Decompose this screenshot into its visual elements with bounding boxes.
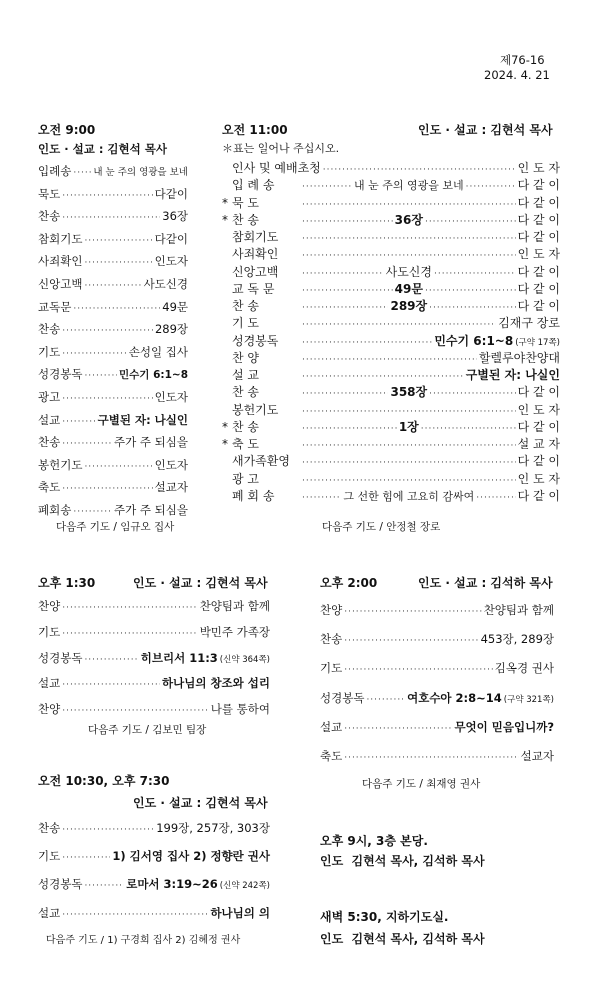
s11-row-value: 다 같 이	[517, 488, 560, 503]
s11-row-value: 김재구 장로	[498, 316, 560, 331]
leader-dots	[84, 281, 141, 291]
s9-row-value: 내 눈 주의 영광을 보네	[93, 167, 188, 178]
service-dawn-title: 새벽 5:30, 지하기도실.	[320, 910, 449, 924]
s11-row	[222, 401, 560, 418]
leader-dots	[344, 636, 478, 646]
s11-row	[222, 366, 560, 383]
s11-row	[222, 159, 560, 176]
s11-row-item: 36장	[394, 212, 423, 227]
s9-row-label: 묵도	[38, 186, 61, 201]
s9-row-label: 축도	[38, 480, 61, 495]
s9-row-label: 봉헌기도	[38, 457, 83, 472]
s9-row	[38, 276, 188, 292]
standing-notice: ＊표는 일어나 주십시오.	[222, 142, 340, 155]
s200-row-value: 찬양팀과 함께	[483, 603, 554, 617]
s11-row-label: 신앙고백	[232, 264, 279, 279]
s11-row	[222, 263, 560, 280]
s130-row-ref: (신약 364쪽)	[219, 654, 270, 665]
service-2pm-time: 오후 2:00	[320, 576, 378, 590]
leader-dots	[62, 484, 152, 494]
leader-dots	[62, 417, 95, 427]
s11-row	[222, 349, 560, 366]
s1030-row-label: 찬송	[38, 821, 61, 835]
leader-dots	[302, 200, 516, 210]
leader-dots	[302, 182, 352, 192]
leader-dots	[62, 825, 154, 835]
s11-row-value: 다 같 이	[517, 385, 560, 400]
s200-row-label: 축도	[320, 749, 343, 763]
s1030-row	[38, 876, 270, 892]
s130-row-label: 설교	[38, 676, 61, 691]
leader-dots	[62, 439, 112, 449]
s200-row	[320, 748, 554, 764]
s9-row-value: 49문	[162, 299, 188, 314]
s11-row-label: 새가족환영	[232, 454, 290, 469]
s9-row	[38, 479, 188, 495]
leader-dots	[84, 258, 152, 268]
s130-row-label: 기도	[38, 624, 61, 639]
s9-row-label: 설교	[38, 412, 61, 427]
leader-dots	[62, 213, 160, 223]
leader-dots	[429, 389, 515, 399]
service-2pm-next-prayer: 다음주 기도 / 최재영 권사	[362, 778, 481, 790]
s11-row-value: 인 도 자	[517, 247, 560, 262]
leader-dots	[429, 303, 515, 313]
s200-row-label: 설교	[320, 719, 343, 734]
leader-dots	[62, 191, 152, 201]
s9-row-label: 참회기도	[38, 231, 83, 246]
s11-row	[222, 332, 560, 349]
leader-dots	[302, 269, 384, 279]
leader-dots	[62, 853, 110, 863]
s9-row	[38, 208, 188, 224]
s200-row-value: 김옥경 권사	[494, 661, 554, 676]
s11-row-label: 찬 송	[232, 385, 259, 400]
s200-row-value: 무엇이 믿음입니까?	[454, 719, 554, 734]
s11-row-label: 교 독 문	[232, 281, 275, 296]
s9-row-value: 인도자	[154, 390, 188, 404]
s9-row	[38, 389, 188, 405]
s11-row-label: 축 도	[232, 437, 259, 451]
s1030-row-value: 로마서 3:19~26	[126, 877, 218, 892]
leader-dots	[302, 458, 516, 468]
service-9pm-title: 오후 9시, 3층 본당.	[320, 834, 428, 848]
s11-row	[222, 280, 560, 297]
s9-row	[38, 412, 188, 428]
s11-row-value: 인 도 자	[517, 402, 560, 417]
s11-row-star: *	[222, 419, 228, 434]
s11-row-item: 49문	[394, 281, 423, 296]
leader-dots	[84, 655, 138, 665]
s1030-row	[38, 820, 270, 836]
s9-row-label: 기도	[38, 344, 61, 359]
s9-row	[38, 163, 188, 179]
leader-dots	[302, 389, 388, 399]
s9-row-label: 입례송	[38, 164, 72, 178]
leader-dots	[366, 695, 405, 705]
service-dawn-leader	[320, 930, 485, 947]
s9-row-value: 인도자	[154, 254, 188, 269]
s200-row-ref: (구약 321쪽)	[503, 694, 554, 705]
leader-dots	[62, 326, 153, 336]
s11-row-ref: (구약 17쪽)	[515, 337, 560, 348]
s11-row-value: 구별된 자: 나실인	[465, 368, 560, 382]
leader-dots	[344, 724, 452, 734]
leader-dots	[73, 304, 160, 314]
s11-row-item: 사도신경	[385, 264, 432, 279]
s130-row-label: 찬양	[38, 599, 61, 613]
s130-row	[38, 598, 270, 614]
service-130pm-next-prayer: 다음주 기도 / 김보민 팀장	[88, 724, 207, 736]
s200-row	[320, 719, 554, 735]
service-9pm-leader	[320, 852, 485, 869]
s9-row-value: 36장	[162, 209, 188, 224]
s11-row	[222, 435, 560, 452]
s9-row-value: 다같이	[154, 186, 188, 201]
leader-dots	[302, 217, 393, 227]
s11-row-item: 내 눈 주의 영광을 보네	[353, 179, 464, 193]
leader-dots	[73, 507, 112, 517]
s1030-row-label: 기도	[38, 849, 61, 864]
s11-row	[222, 245, 560, 262]
s11-row-value: 다 같 이	[517, 281, 561, 296]
service-9am-time: 오전 9:00	[38, 123, 96, 137]
leader-dots	[302, 251, 516, 261]
s200-row-label: 찬양	[320, 603, 343, 617]
s11-row-star: *	[222, 212, 228, 227]
leader-dots	[84, 371, 117, 381]
s9-row-value: 주가 주 되심을	[114, 435, 188, 450]
leader-dots	[62, 629, 197, 639]
s11-row-star: *	[222, 195, 228, 210]
bulletin-number: 제76-16	[500, 53, 545, 67]
service-9am-next-prayer: 다음주 기도 / 임규오 집사	[56, 521, 175, 533]
leader-dots	[62, 910, 208, 920]
service-130pm-leader: 인도 · 설교 : 김현석 목사	[133, 576, 268, 590]
s130-row-value: 히브리서 11:3	[140, 650, 218, 665]
s11-row-item: 그 선한 힘에 고요히 감싸여	[343, 489, 475, 503]
leader-dots	[73, 168, 91, 178]
leader-dots	[302, 441, 516, 451]
standing-notice-text: 표는 일어나 주십시오.	[233, 142, 340, 155]
s200-row	[320, 602, 554, 618]
service-9am-leader: 인도 · 설교 : 김현석 목사	[38, 142, 167, 156]
s9-row-label: 사죄확인	[38, 254, 83, 269]
s130-row-label: 성경봉독	[38, 650, 83, 665]
leader-dots	[421, 424, 516, 434]
s9-row-label: 찬송	[38, 322, 61, 337]
s200-row-label: 기도	[320, 661, 343, 676]
s11-row-value: 다 같 이	[517, 195, 560, 210]
s200-row-label: 찬송	[320, 632, 343, 647]
s130-row	[38, 624, 270, 640]
s200-row	[320, 660, 554, 676]
s11-row-item: 289장	[390, 299, 428, 313]
s11-row	[222, 418, 560, 435]
s9-row	[38, 321, 188, 337]
service-dawn-leader-names: 김현석 목사, 김석하 목사	[351, 932, 485, 946]
s130-row-value: 하나님의 창조와 섭리	[162, 676, 270, 691]
s9-row	[38, 502, 188, 518]
s11-row	[222, 194, 560, 211]
leader-dots	[84, 236, 152, 246]
s11-row-label: 찬 양	[232, 350, 259, 365]
s9-row-value: 주가 주 되심을	[114, 503, 188, 517]
leader-dots	[62, 394, 152, 404]
service-9pm-leader-label: 인도	[320, 854, 344, 868]
s11-row-item: 민수기 6:1~8	[434, 333, 514, 348]
leader-dots	[302, 493, 341, 503]
s11-row-item: 1장	[398, 419, 419, 434]
s11-row	[222, 452, 560, 469]
s11-row-label: 폐 회 송	[232, 488, 275, 503]
s11-row-label: 입 례 송	[232, 178, 275, 193]
service-11am-time: 오전 11:00	[222, 123, 288, 137]
s11-row-value: 다 같 이	[517, 419, 561, 434]
s9-row-value: 289장	[154, 322, 188, 337]
s1030-row-label: 성경봉독	[38, 877, 83, 892]
s11-row-star: *	[222, 437, 228, 451]
s9-row	[38, 344, 188, 360]
s200-row-value: 설교자	[520, 749, 554, 763]
service-11am-leader: 인도 · 설교 : 김현석 목사	[418, 123, 553, 137]
leader-dots	[302, 424, 397, 434]
leader-dots	[434, 269, 516, 279]
service-dawn-leader-label: 인도	[320, 932, 344, 946]
leader-dots	[476, 493, 515, 503]
leader-dots	[425, 286, 516, 296]
leader-dots	[344, 665, 493, 675]
s9-row	[38, 457, 188, 473]
s11-row-label: 찬 송	[232, 419, 259, 434]
leader-dots	[62, 603, 197, 613]
s9-row-label: 교독문	[38, 299, 72, 314]
s11-row-value: 다 같 이	[517, 454, 560, 469]
s9-row-value: 손성일 집사	[128, 344, 188, 359]
leader-dots	[302, 234, 516, 244]
s11-row	[222, 228, 560, 245]
s200-row-label: 성경봉독	[320, 690, 365, 705]
s11-row-value: 다 같 이	[517, 299, 560, 313]
leader-dots	[302, 320, 496, 330]
s1030-row-value: 하나님의 의	[210, 905, 270, 920]
service-130pm-time: 오후 1:30	[38, 576, 96, 590]
leader-dots	[62, 706, 209, 716]
s11-row-label: 인사 및 예배초청	[232, 161, 321, 175]
service-2pm-leader: 인도 · 설교 : 김석하 목사	[418, 576, 553, 590]
s11-row-value: 다 같 이	[517, 230, 560, 244]
leader-dots	[466, 182, 516, 192]
s11-row-value: 다 같 이	[517, 212, 561, 227]
s11-row	[222, 314, 560, 331]
s11-row-value: 인 도 자	[517, 161, 560, 175]
service-1030am-leader: 인도 · 설교 : 김현석 목사	[133, 796, 268, 810]
leader-dots	[302, 476, 516, 486]
s9-row-value: 사도신경	[143, 277, 188, 291]
leader-dots	[302, 338, 432, 348]
s9-row-label: 찬송	[38, 435, 61, 450]
s11-row	[222, 176, 560, 193]
s1030-row	[38, 905, 270, 921]
s9-row-label: 성경봉독	[38, 367, 83, 382]
s11-row-value: 인 도 자	[517, 471, 560, 486]
s11-row-label: 봉헌기도	[232, 402, 279, 417]
s11-row-label: 찬 송	[232, 299, 259, 313]
s130-row-value: 박민주 가족장	[199, 624, 270, 639]
s9-row-value: 다같이	[154, 231, 188, 246]
s11-row-label: 광 고	[232, 471, 259, 486]
s11-row-item: 358장	[390, 385, 428, 400]
s11-row	[222, 487, 560, 504]
s11-row-label: 참회기도	[232, 230, 279, 244]
s1030-row-ref: (신약 242쪽)	[219, 881, 270, 892]
s200-row-value: 여호수아 2:8~14	[407, 690, 502, 705]
s130-row-value: 나를 통하여	[210, 702, 270, 717]
s200-row-value: 453장, 289장	[480, 632, 554, 647]
s9-row	[38, 299, 188, 315]
s11-row-label: 사죄확인	[232, 247, 279, 262]
s11-row-label: 찬 송	[232, 212, 259, 227]
leader-dots	[84, 881, 124, 891]
s130-row	[38, 650, 270, 666]
s9-row-value: 인도자	[154, 457, 188, 472]
service-1030am-time: 오전 10:30, 오후 7:30	[38, 774, 170, 788]
service-1030am-next-prayer: 다음주 기도 / 1) 구경희 집사 2) 김혜정 권사	[46, 935, 241, 946]
s130-row-value: 찬양팀과 함께	[199, 599, 270, 613]
leader-dots	[344, 753, 518, 763]
s11-row-value: 설 교 자	[517, 437, 560, 451]
s1030-row-label: 설교	[38, 905, 61, 920]
leader-dots	[302, 303, 388, 313]
s11-row	[222, 470, 560, 487]
s9-row-label: 폐회송	[38, 503, 72, 517]
s11-row	[222, 211, 560, 228]
bulletin-date: 2024. 4. 21	[484, 68, 550, 82]
s9-row	[38, 434, 188, 450]
s130-row-label: 찬양	[38, 702, 61, 717]
s200-row	[320, 631, 554, 647]
s1030-row-value: 1) 김서영 집사 2) 정향란 권사	[112, 849, 270, 864]
s9-row	[38, 253, 188, 269]
s130-row	[38, 675, 270, 691]
s1030-row	[38, 848, 270, 864]
s11-row-value: 할렐루야찬양대	[478, 350, 560, 365]
service-11am-next-prayer: 다음주 기도 / 안정철 장로	[322, 521, 441, 533]
s9-row-value: 설교자	[154, 480, 188, 495]
s11-row-value: 다 같 이	[517, 264, 560, 279]
leader-dots	[323, 165, 516, 175]
s9-row	[38, 186, 188, 202]
s130-row	[38, 701, 270, 717]
s200-row	[320, 690, 554, 706]
s9-row	[38, 231, 188, 247]
s9-row-label: 찬송	[38, 209, 61, 224]
s9-row	[38, 366, 188, 382]
s11-row-value: 다 같 이	[517, 178, 560, 193]
s9-row-value: 민수기 6:1~8	[119, 369, 188, 382]
leader-dots	[62, 349, 127, 359]
service-9pm-leader-names: 김현석 목사, 김석하 목사	[351, 854, 485, 868]
s11-row-label: 성경봉독	[232, 333, 279, 348]
s11-row-label: 묵 도	[232, 195, 259, 210]
s11-row-label: 설 교	[232, 368, 259, 382]
s11-row	[222, 297, 560, 314]
s11-row-label: 기 도	[232, 316, 259, 331]
leader-dots	[62, 680, 160, 690]
leader-dots	[302, 286, 393, 296]
leader-dots	[344, 607, 481, 617]
leader-dots	[425, 217, 516, 227]
s9-row-label: 신앙고백	[38, 277, 83, 291]
s9-row-label: 광고	[38, 390, 61, 404]
s11-row	[222, 383, 560, 400]
leader-dots	[302, 407, 516, 417]
s9-row-value: 구별된 자: 나실인	[97, 412, 188, 427]
leader-dots	[302, 372, 464, 382]
s1030-row-value: 199장, 257장, 303장	[156, 821, 270, 835]
leader-dots	[302, 355, 477, 365]
leader-dots	[84, 462, 152, 472]
